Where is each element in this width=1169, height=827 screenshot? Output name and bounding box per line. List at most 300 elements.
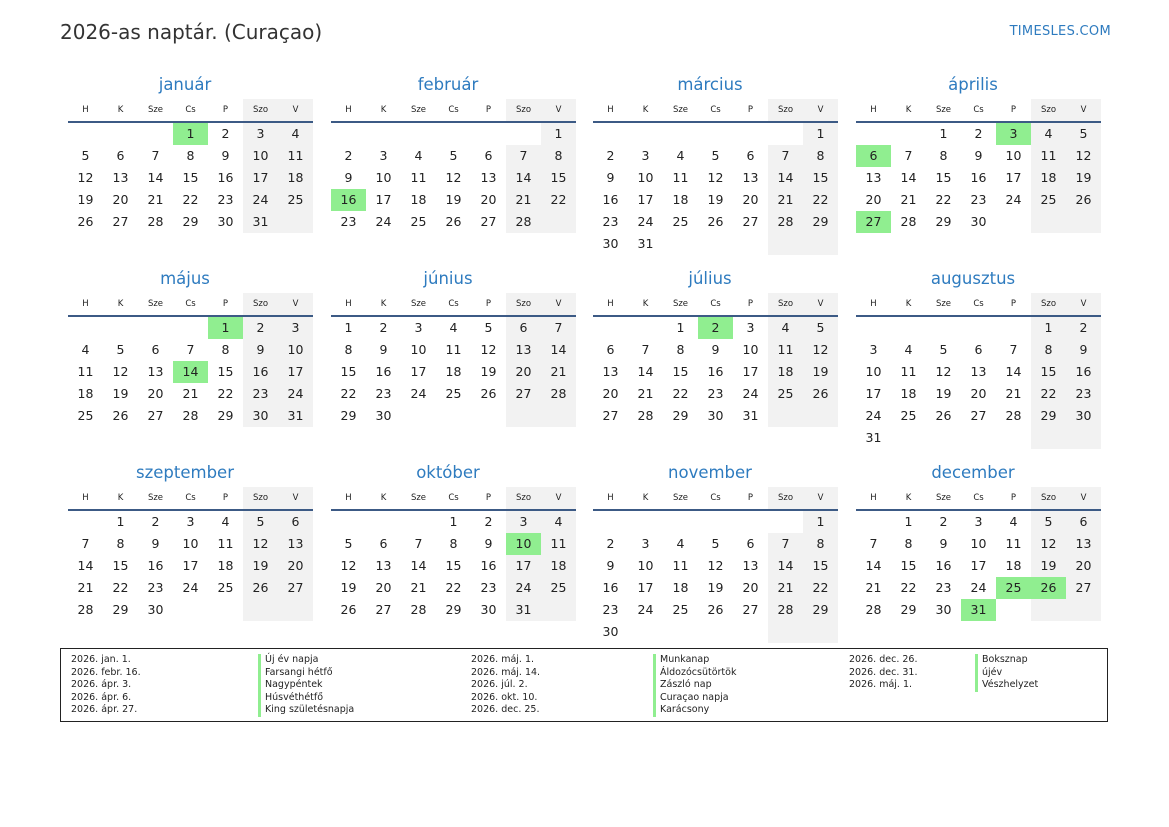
day-cell: 5 — [711, 148, 720, 163]
day-cell: 8 — [449, 536, 458, 551]
weekday-label: Sze — [672, 105, 689, 115]
weekday-label: K — [642, 299, 649, 309]
weekday-label: V — [803, 293, 838, 315]
weekday-label: Szo — [506, 487, 541, 509]
day-cell: 13 — [1066, 533, 1101, 555]
empty-cell — [663, 511, 698, 533]
day-cell: 21 — [900, 192, 917, 207]
day-cell: 2 — [606, 536, 615, 551]
day-cell: 19 — [803, 361, 838, 383]
week-row — [593, 621, 838, 643]
weekday-label: V — [278, 487, 313, 509]
day-cell: 26 — [480, 386, 497, 401]
day-cell: 25 — [672, 214, 689, 229]
day-cell: 12 — [480, 342, 497, 357]
day-cell: 21 — [147, 192, 164, 207]
day-cell: 18 — [1031, 167, 1066, 189]
day-cell: 18 — [278, 167, 313, 189]
week-row — [68, 511, 313, 533]
day-cell: 14 — [768, 555, 803, 577]
weekday-label: H — [607, 299, 614, 309]
day-cell: 24 — [506, 577, 541, 599]
month-calendar — [68, 462, 313, 621]
holiday-cell: 1 — [173, 123, 208, 145]
site-link[interactable]: TIMESLES.COM — [1009, 24, 1111, 39]
day-cell: 24 — [742, 386, 759, 401]
weekday-label: V — [541, 293, 576, 315]
day-cell: 19 — [707, 192, 724, 207]
week-row — [856, 167, 1101, 189]
day-cell: 13 — [375, 558, 392, 573]
day-cell: 5 — [1066, 123, 1101, 145]
weekday-label: Cs — [710, 493, 721, 503]
weekday-header — [856, 293, 1101, 317]
legend-holiday-name: Új év napja — [258, 654, 318, 667]
weekday-label: Szo — [768, 487, 803, 509]
weekday-label: Cs — [448, 299, 459, 309]
weekday-label: Szo — [1031, 293, 1066, 315]
legend-date: 2026. ápr. 27. — [71, 704, 138, 716]
week-row — [68, 555, 313, 577]
day-cell: 7 — [81, 536, 90, 551]
day-cell: 17 — [506, 555, 541, 577]
empty-cell — [1066, 427, 1101, 449]
day-cell: 24 — [375, 214, 392, 229]
weekday-label: H — [82, 105, 89, 115]
month-name: május — [160, 269, 210, 288]
day-cell: 19 — [1066, 167, 1101, 189]
weekday-label: P — [1010, 493, 1017, 503]
weekday-label: Sze — [147, 493, 164, 503]
weekday-label: Cs — [185, 105, 196, 115]
day-cell: 29 — [803, 211, 838, 233]
day-cell: 29 — [217, 408, 234, 423]
empty-cell — [996, 599, 1031, 621]
week-row — [68, 599, 313, 621]
day-cell: 12 — [77, 170, 94, 185]
day-cell: 22 — [935, 192, 952, 207]
day-cell: 24 — [637, 214, 654, 229]
day-cell: 22 — [672, 386, 689, 401]
week-row — [68, 167, 313, 189]
weekday-label: V — [541, 487, 576, 509]
weekday-label: Sze — [672, 299, 689, 309]
week-row — [593, 555, 838, 577]
day-cell: 9 — [1066, 339, 1101, 361]
day-cell: 5 — [484, 320, 493, 335]
legend-date: 2026. máj. 1. — [471, 654, 535, 665]
holiday-cell: 25 — [996, 577, 1031, 599]
day-cell: 13 — [970, 364, 987, 379]
weekday-label: V — [541, 99, 576, 121]
day-cell: 17 — [865, 386, 882, 401]
day-cell: 7 — [869, 536, 878, 551]
day-cell: 22 — [112, 580, 129, 595]
empty-cell — [733, 123, 768, 145]
day-cell: 22 — [217, 386, 234, 401]
day-cell: 1 — [803, 511, 838, 533]
day-cell: 19 — [112, 386, 129, 401]
day-cell: 29 — [935, 214, 952, 229]
month-calendar — [856, 268, 1101, 449]
day-cell: 11 — [77, 364, 94, 379]
day-cell: 26 — [1066, 189, 1101, 211]
day-cell: 28 — [900, 214, 917, 229]
day-cell: 8 — [221, 342, 230, 357]
weekday-label: Sze — [935, 493, 952, 503]
day-cell: 23 — [602, 602, 619, 617]
month-name: október — [416, 463, 480, 482]
month-name: november — [668, 463, 752, 482]
day-cell: 20 — [112, 192, 129, 207]
empty-cell — [628, 511, 663, 533]
empty-cell — [1031, 427, 1066, 449]
day-cell: 1 — [1031, 317, 1066, 339]
weekday-label: Sze — [147, 299, 164, 309]
week-row — [331, 211, 576, 233]
empty-cell — [961, 317, 996, 339]
empty-cell — [593, 511, 628, 533]
week-row — [593, 123, 838, 145]
empty-cell — [628, 317, 663, 339]
empty-cell — [733, 233, 768, 255]
holiday-cell: 1 — [208, 317, 243, 339]
weekday-label: Cs — [973, 105, 984, 115]
legend-holiday-name: Karácsony — [653, 704, 709, 717]
day-cell: 31 — [742, 408, 759, 423]
day-cell: 11 — [768, 339, 803, 361]
day-cell: 12 — [803, 339, 838, 361]
day-cell: 17 — [1005, 170, 1022, 185]
day-cell: 15 — [1031, 361, 1066, 383]
day-cell: 11 — [672, 558, 689, 573]
day-cell: 7 — [186, 342, 195, 357]
holiday-cell: 26 — [1031, 577, 1066, 599]
day-cell: 8 — [904, 536, 913, 551]
empty-cell — [891, 123, 926, 145]
day-cell: 16 — [375, 364, 392, 379]
day-cell: 5 — [116, 342, 125, 357]
day-cell: 15 — [340, 364, 357, 379]
day-cell: 5 — [939, 342, 948, 357]
day-cell: 6 — [278, 511, 313, 533]
day-cell: 20 — [278, 555, 313, 577]
weekday-label: H — [870, 299, 877, 309]
day-cell: 10 — [278, 339, 313, 361]
day-cell: 9 — [151, 536, 160, 551]
day-cell: 8 — [803, 145, 838, 167]
day-cell: 9 — [711, 342, 720, 357]
day-cell: 26 — [77, 214, 94, 229]
day-cell: 29 — [1031, 405, 1066, 427]
weekday-label: K — [117, 299, 124, 309]
day-cell: 16 — [602, 580, 619, 595]
day-cell: 4 — [904, 342, 913, 357]
day-cell: 18 — [1005, 558, 1022, 573]
empty-cell — [506, 123, 541, 145]
day-cell: 25 — [1031, 189, 1066, 211]
day-cell: 26 — [340, 602, 357, 617]
day-cell: 23 — [340, 214, 357, 229]
week-row — [331, 599, 576, 621]
legend-date: 2026. máj. 14. — [471, 666, 541, 678]
day-cell: 17 — [278, 361, 313, 383]
empty-cell — [1066, 211, 1101, 233]
week-row — [331, 189, 576, 211]
day-cell: 3 — [641, 536, 650, 551]
day-cell: 21 — [865, 580, 882, 595]
empty-cell — [278, 211, 313, 233]
day-cell: 9 — [243, 339, 278, 361]
day-cell: 2 — [974, 126, 983, 141]
day-cell: 13 — [147, 364, 164, 379]
day-cell: 16 — [480, 558, 497, 573]
empty-cell — [506, 405, 541, 427]
day-cell: 13 — [480, 170, 497, 185]
day-cell: 4 — [676, 148, 685, 163]
day-cell: 4 — [221, 514, 230, 529]
day-cell: 19 — [77, 192, 94, 207]
day-cell: 11 — [900, 364, 917, 379]
page-title: 2026-as naptár. (Curaçao) — [60, 20, 323, 44]
weekday-label: V — [278, 293, 313, 315]
day-cell: 31 — [506, 599, 541, 621]
day-cell: 28 — [768, 211, 803, 233]
day-cell: 10 — [1005, 148, 1022, 163]
day-cell: 24 — [865, 408, 882, 423]
day-cell: 5 — [803, 317, 838, 339]
week-row — [593, 361, 838, 383]
day-cell: 8 — [541, 145, 576, 167]
empty-cell — [768, 233, 803, 255]
day-cell: 14 — [506, 167, 541, 189]
day-cell: 23 — [147, 580, 164, 595]
day-cell: 22 — [803, 577, 838, 599]
day-cell: 2 — [606, 148, 615, 163]
day-cell: 29 — [803, 599, 838, 621]
empty-cell — [698, 511, 733, 533]
day-cell: 23 — [480, 580, 497, 595]
weekday-label: H — [870, 105, 877, 115]
empty-cell — [803, 405, 838, 427]
day-cell: 28 — [637, 408, 654, 423]
legend-date: 2026. febr. 16. — [71, 666, 141, 678]
day-cell: 31 — [865, 430, 882, 445]
empty-cell — [698, 621, 733, 643]
day-cell: 12 — [707, 558, 724, 573]
day-cell: 29 — [672, 408, 689, 423]
weekday-header — [68, 99, 313, 123]
day-cell: 2 — [151, 514, 160, 529]
week-row — [68, 211, 313, 233]
day-cell: 5 — [243, 511, 278, 533]
day-cell: 16 — [217, 170, 234, 185]
week-row — [68, 317, 313, 339]
day-cell: 3 — [641, 148, 650, 163]
day-cell: 2 — [243, 317, 278, 339]
day-cell: 7 — [151, 148, 160, 163]
day-cell: 5 — [344, 536, 353, 551]
day-cell: 11 — [672, 170, 689, 185]
week-row — [68, 533, 313, 555]
legend-holiday-name: Nagypéntek — [258, 679, 323, 692]
month-calendar — [856, 74, 1101, 233]
empty-cell — [278, 599, 313, 621]
weekday-header — [856, 99, 1101, 123]
weekday-header — [68, 293, 313, 317]
day-cell: 26 — [112, 408, 129, 423]
weekday-label: K — [905, 493, 912, 503]
empty-cell — [803, 233, 838, 255]
day-cell: 30 — [375, 408, 392, 423]
weekday-label: H — [82, 493, 89, 503]
day-cell: 12 — [243, 533, 278, 555]
day-cell: 23 — [1066, 383, 1101, 405]
day-cell: 3 — [379, 148, 388, 163]
week-row — [68, 405, 313, 427]
month-name: június — [423, 269, 473, 288]
week-row — [856, 577, 1101, 599]
day-cell: 16 — [1066, 361, 1101, 383]
legend-holiday-name: Vészhelyzet — [975, 679, 1038, 692]
day-cell: 3 — [869, 342, 878, 357]
month-name: szeptember — [136, 463, 234, 482]
week-row — [856, 189, 1101, 211]
day-cell: 26 — [707, 214, 724, 229]
legend-holiday-name: Áldozócsütörtök — [653, 667, 736, 680]
day-cell: 28 — [182, 408, 199, 423]
empty-cell — [366, 511, 401, 533]
day-cell: 9 — [939, 536, 948, 551]
holiday-cell: 27 — [856, 211, 891, 233]
day-cell: 23 — [375, 386, 392, 401]
day-cell: 17 — [375, 192, 392, 207]
empty-cell — [663, 123, 698, 145]
day-cell: 4 — [676, 536, 685, 551]
week-row — [68, 361, 313, 383]
week-row — [856, 339, 1101, 361]
day-cell: 26 — [243, 577, 278, 599]
day-cell: 19 — [340, 580, 357, 595]
week-row — [593, 167, 838, 189]
weekday-label: Szo — [243, 99, 278, 121]
day-cell: 3 — [746, 320, 755, 335]
weekday-label: Cs — [448, 105, 459, 115]
day-cell: 24 — [278, 383, 313, 405]
weekday-label: Szo — [243, 293, 278, 315]
day-cell: 1 — [116, 514, 125, 529]
holiday-cell: 16 — [331, 189, 366, 211]
day-cell: 9 — [606, 170, 615, 185]
weekday-label: Cs — [448, 493, 459, 503]
weekday-label: P — [485, 493, 492, 503]
week-row — [856, 511, 1101, 533]
empty-cell — [628, 621, 663, 643]
weekday-label: V — [1066, 99, 1101, 121]
day-cell: 5 — [1031, 511, 1066, 533]
day-cell: 17 — [243, 167, 278, 189]
day-cell: 13 — [865, 170, 882, 185]
day-cell: 8 — [116, 536, 125, 551]
month-calendar — [331, 74, 576, 233]
day-cell: 7 — [1009, 342, 1018, 357]
legend-date: 2026. dec. 26. — [849, 654, 918, 665]
weekday-label: Szo — [1031, 99, 1066, 121]
day-cell: 18 — [445, 364, 462, 379]
day-cell: 17 — [637, 192, 654, 207]
day-cell: 21 — [506, 189, 541, 211]
day-cell: 1 — [449, 514, 458, 529]
day-cell: 8 — [344, 342, 353, 357]
week-row — [593, 405, 838, 427]
weekday-label: Szo — [506, 99, 541, 121]
day-cell: 27 — [278, 577, 313, 599]
week-row — [856, 123, 1101, 145]
day-cell: 11 — [410, 170, 427, 185]
day-cell: 15 — [112, 558, 129, 573]
day-cell: 17 — [970, 558, 987, 573]
day-cell: 19 — [707, 580, 724, 595]
day-cell: 25 — [410, 214, 427, 229]
month-calendar — [68, 74, 313, 233]
day-cell: 6 — [379, 536, 388, 551]
day-cell: 30 — [602, 624, 619, 639]
weekday-label: V — [803, 487, 838, 509]
day-cell: 18 — [217, 558, 234, 573]
week-row — [68, 123, 313, 145]
day-cell: 25 — [217, 580, 234, 595]
week-row — [331, 339, 576, 361]
holiday-cell: 3 — [996, 123, 1031, 145]
empty-cell — [663, 621, 698, 643]
day-cell: 12 — [707, 170, 724, 185]
day-cell: 9 — [606, 558, 615, 573]
day-cell: 6 — [746, 148, 755, 163]
day-cell: 15 — [803, 167, 838, 189]
legend-holiday-name: King születésnapja — [258, 704, 354, 717]
day-cell: 12 — [445, 170, 462, 185]
weekday-label: P — [747, 299, 754, 309]
weekday-label: K — [905, 299, 912, 309]
empty-cell — [1031, 211, 1066, 233]
empty-cell — [401, 405, 436, 427]
empty-cell — [173, 317, 208, 339]
weekday-label: Cs — [185, 299, 196, 309]
week-row — [331, 145, 576, 167]
month-name: március — [677, 75, 743, 94]
day-cell: 14 — [865, 558, 882, 573]
day-cell: 24 — [243, 189, 278, 211]
month-calendar — [593, 74, 838, 255]
empty-cell — [541, 599, 576, 621]
weekday-header — [68, 487, 313, 511]
day-cell: 27 — [742, 602, 759, 617]
day-cell: 28 — [1005, 408, 1022, 423]
day-cell: 2 — [344, 148, 353, 163]
week-row — [331, 317, 576, 339]
day-cell: 13 — [112, 170, 129, 185]
day-cell: 19 — [445, 192, 462, 207]
day-cell: 27 — [1066, 577, 1101, 599]
day-cell: 3 — [278, 317, 313, 339]
day-cell: 14 — [768, 167, 803, 189]
day-cell: 28 — [77, 602, 94, 617]
day-cell: 21 — [77, 580, 94, 595]
day-cell: 9 — [379, 342, 388, 357]
day-cell: 9 — [221, 148, 230, 163]
week-row — [856, 405, 1101, 427]
day-cell: 23 — [217, 192, 234, 207]
